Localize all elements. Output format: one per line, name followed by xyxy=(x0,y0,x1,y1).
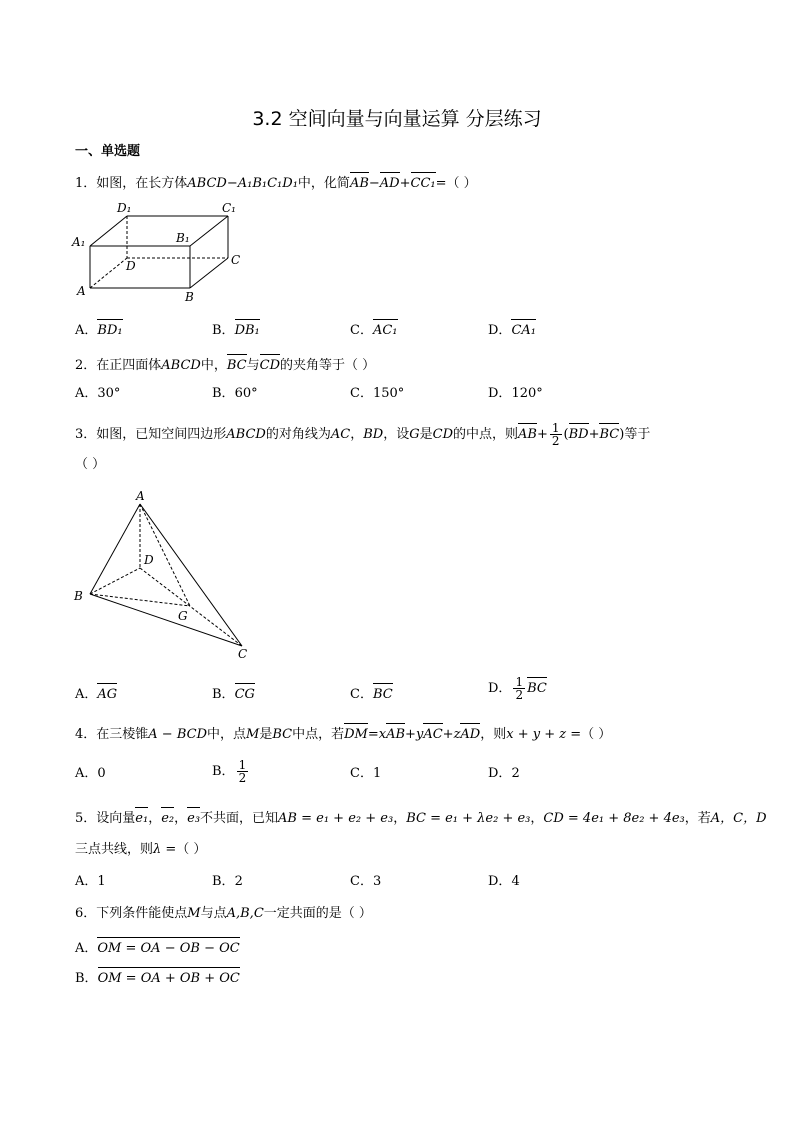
q5-option-a[interactable]: A．1 xyxy=(75,874,106,889)
q2-option-a[interactable]: A．30° xyxy=(75,386,121,401)
label-a: A xyxy=(136,489,145,503)
label-c1: C₁ xyxy=(222,201,236,215)
q5-option-c[interactable]: C．3 xyxy=(350,874,382,889)
edge-ad-hidden xyxy=(90,258,127,288)
q6-option-a[interactable]: A．OM = OA − OB − OC xyxy=(75,936,240,958)
question-1-stem: 1．如图，在长方体ABCD−A₁B₁C₁D₁中，化简AB−AD+CC₁=（ ） xyxy=(75,171,477,193)
q1-option-b[interactable]: B．DB₁ xyxy=(212,318,260,340)
q1-option-d[interactable]: D．CA₁ xyxy=(488,318,536,340)
edge-bc xyxy=(90,594,242,646)
edge-bc xyxy=(190,258,228,288)
q1-option-c[interactable]: C．AC₁ xyxy=(350,318,398,340)
q5-option-d[interactable]: D．4 xyxy=(488,874,520,889)
question-5-stem-cont: 三点共线，则λ =（ ） xyxy=(75,842,207,857)
edge-dc-hidden xyxy=(140,568,242,646)
q4-option-a[interactable]: A．0 xyxy=(75,766,106,781)
label-b: B xyxy=(74,589,83,603)
vector-ab: AB xyxy=(350,171,369,193)
edge-ac xyxy=(140,504,242,646)
q3-option-d[interactable]: D． $\frac{1}{2}$ BC xyxy=(488,675,547,702)
q5-option-b[interactable]: B．2 xyxy=(212,874,243,889)
q3-option-c[interactable]: C．BC xyxy=(350,682,393,704)
vector-cc1: CC₁ xyxy=(411,171,436,193)
q2-option-d[interactable]: D．120° xyxy=(488,386,543,401)
q1-option-a[interactable]: A．BD₁ xyxy=(75,318,123,340)
label-d1: D₁ xyxy=(117,201,132,215)
label-d: D xyxy=(144,553,154,567)
question-4-stem: 4．在三棱锥A − BCD中，点M是BC中点，若DM=xAB+yAC+zAD，则x + y + z =（ ） xyxy=(75,722,611,744)
label-a1: A₁ xyxy=(72,235,86,249)
vector-ad: AD xyxy=(380,171,400,193)
q3-option-b[interactable]: B．CG xyxy=(212,682,255,704)
edge-b1c1 xyxy=(190,216,228,246)
label-c: C xyxy=(231,253,241,267)
fraction-half: $\frac{1}{2}$ xyxy=(551,421,560,448)
edge-ab xyxy=(90,504,140,594)
label-g: G xyxy=(178,609,188,623)
q4-option-c[interactable]: C．1 xyxy=(350,766,382,781)
q6-option-b[interactable]: B．OM = OA + OB + OC xyxy=(75,966,240,988)
q3-option-a[interactable]: A．AG xyxy=(75,682,117,704)
q4-option-d[interactable]: D．2 xyxy=(488,766,520,781)
question-3-stem: 3．如图，已知空间四边形ABCD的对角线为AC，BD，设G是CD的中点，则AB+ $\frac{1}{2}$ (BD+BC)等于 xyxy=(75,421,651,448)
question-2-stem: 2．在正四面体ABCD中，BC与CD的夹角等于（ ） xyxy=(75,353,375,375)
label-b: B xyxy=(185,290,194,304)
edge-a1d1 xyxy=(90,216,127,246)
section-heading: 一、单选题 xyxy=(75,144,141,159)
label-d: D xyxy=(126,259,136,273)
label-b1: B₁ xyxy=(176,231,190,245)
segment-bg-hidden xyxy=(90,594,190,606)
tetrahedron-figure xyxy=(70,484,260,664)
question-6-stem: 6．下列条件能使点M与点A,B,C一定共面的是（ ） xyxy=(75,906,372,921)
question-3-stem-cont: （ ） xyxy=(75,457,106,472)
q4-option-b[interactable]: B． $\frac{1}{2}$ xyxy=(212,758,247,785)
label-c: C xyxy=(238,647,248,661)
question-5-stem: 5．设向量e₁，e₂，e₃不共面，已知AB = e₁ + e₂ + e₃，BC = e₁ + λe₂ + e₃，CD = 4e₁ + 8e₂ + 4e₃，若A，C，D xyxy=(75,806,767,828)
q2-option-b[interactable]: B．60° xyxy=(212,386,258,401)
q2-option-c[interactable]: C．150° xyxy=(350,386,405,401)
label-a: A xyxy=(77,284,86,298)
cuboid-figure xyxy=(70,198,250,306)
page-title: 3.2 空间向量与向量运算 分层练习 xyxy=(252,108,542,130)
